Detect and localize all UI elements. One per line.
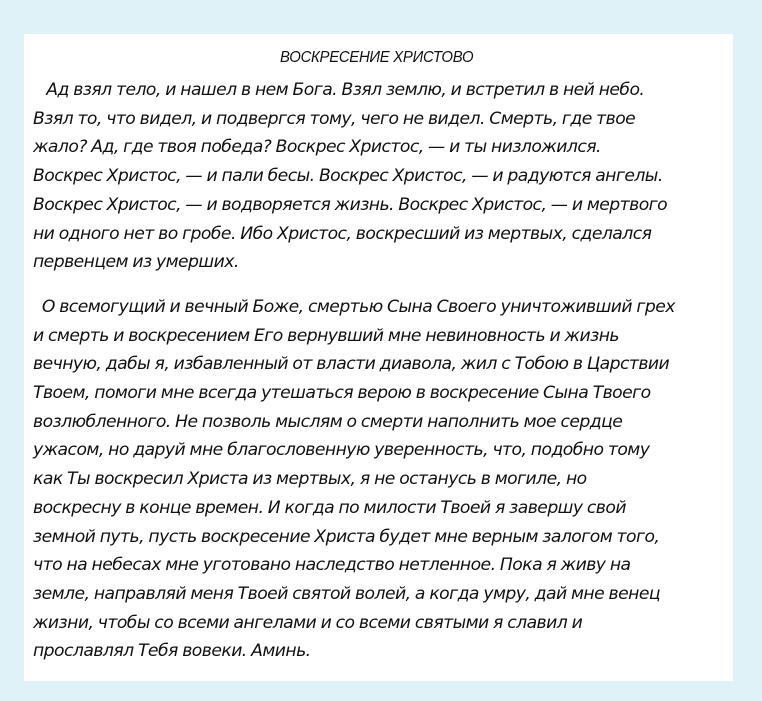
document-title: ВОСКРЕСЕНИЕ ХРИСТОВО — [279, 49, 474, 66]
text-line: Ад взял тело, и нашел в нем Бога. Взял землю, и встретил в ней небо. — [33, 80, 645, 100]
text-line: прославлял Тебя вовеки. Аминь. — [33, 641, 311, 662]
text-line: жизни, чтобы со всеми ангелами и со всеми святыми я славил и — [33, 612, 583, 633]
text-line: ужасом, но даруй мне благословенную уверенность, что, подобно тому — [33, 440, 650, 461]
text-line: Воскрес Христос, — и пали бесы. Воскрес Христос, — и радуются ангелы. — [33, 166, 663, 187]
text-line: земле, направляй меня Твоей святой волей, а когда умру, дай мне венец — [33, 583, 661, 604]
text-line: как Ты воскресил Христа из мертвых, я не останусь в могиле, но — [33, 469, 587, 490]
text-line: вечную, дабы я, избавленный от власти диавола, жил с Тобою в Царствии — [33, 354, 670, 375]
text-line: первенцем из умерших. — [33, 252, 239, 273]
text-line: возлюбленного. Не позволь мыслям о смерти наполнить мое сердце — [33, 411, 623, 432]
text-line: О всемогущий и вечный Боже, смертью Сына Своего уничтоживший грех — [33, 296, 675, 317]
paragraph-2 — [33, 293, 711, 666]
text-line: Твоем, помоги мне всегда утешаться верою в воскресение Сына Твоего — [33, 383, 651, 404]
text-line: Взял то, что видел, и подвергся тому, чего не видел. Смерть, где твое — [33, 108, 636, 129]
text-line: земной путь, пусть воскресение Христа будет мне верным залогом того, — [33, 526, 660, 547]
text-line: воскресну в конце времен. И когда по милости Твоей я завершу свой — [33, 497, 626, 518]
text-line: что на небесах мне уготовано наследство нетленное. Пока я живу на — [33, 555, 631, 576]
text-line: жало? Ад, где твоя победа? Воскрес Христос, — и ты низложился. — [33, 137, 601, 158]
text-line: и смерть и воскресением Его вернувший мне невиновность и жизнь — [33, 325, 619, 346]
paragraph-1 — [33, 76, 711, 277]
text-line: ни одного нет во гробе. Ибо Христос, воскресший из мертвых, сделался — [33, 223, 652, 244]
text-line: Воскрес Христос, — и водворяется жизнь. Воскрес Христос, — и мертвого — [33, 194, 668, 215]
document-page — [24, 34, 733, 681]
